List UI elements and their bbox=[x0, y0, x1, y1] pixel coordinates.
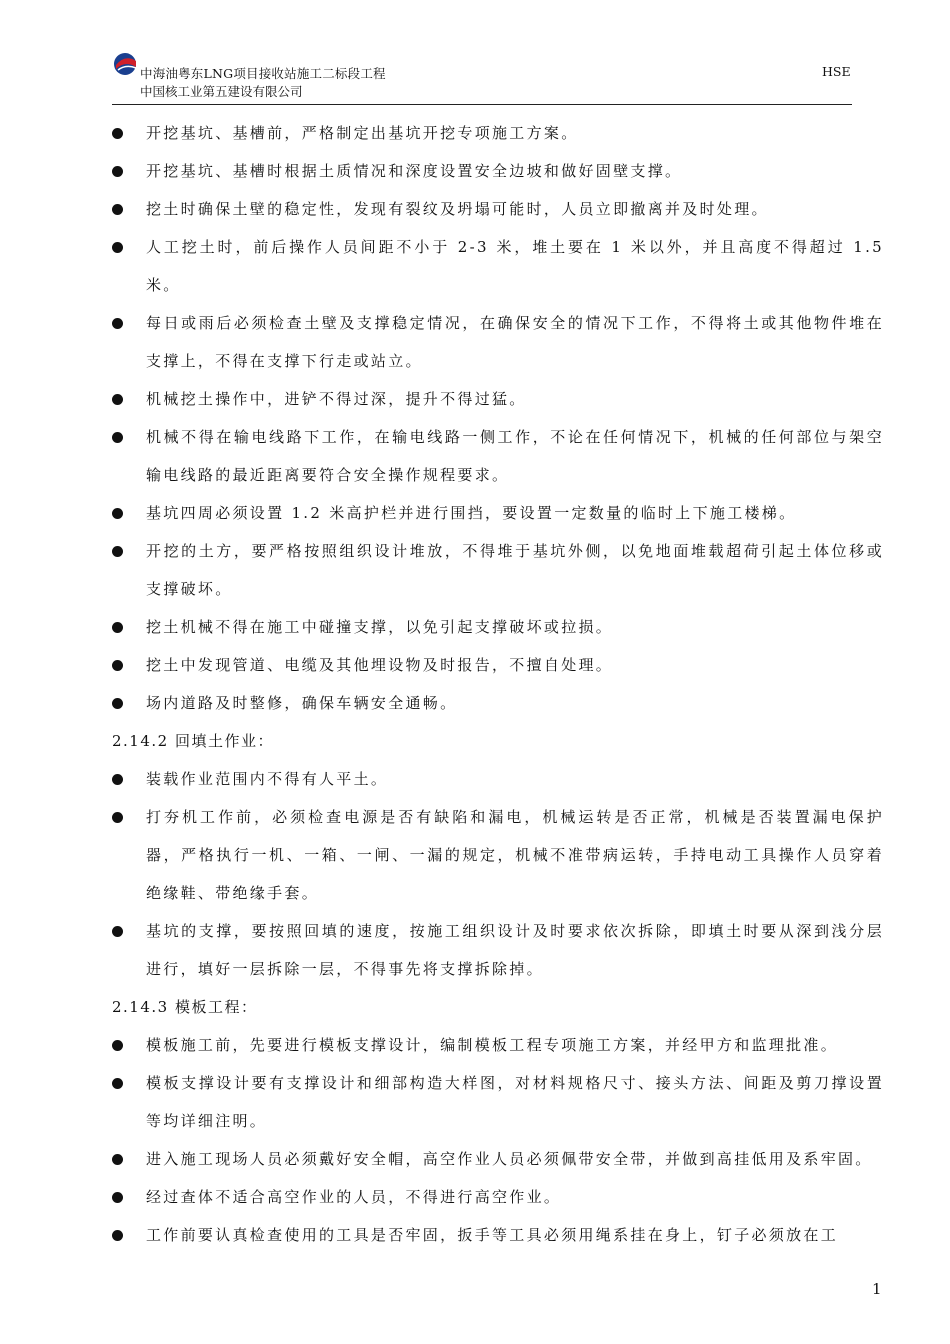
section-heading: 2.14.2 回填土作业： bbox=[112, 732, 274, 750]
bullet-text: 人工挖土时，前后操作人员间距不小于 2-3 米，堆土要在 1 米以外，并且高度不得超过 1.5 米。 bbox=[146, 238, 884, 294]
bullet-item bbox=[112, 228, 884, 304]
bullet-item bbox=[112, 190, 884, 228]
bullet-item bbox=[112, 1216, 884, 1254]
header-company-name: 中国核工业第五建设有限公司 bbox=[140, 84, 303, 99]
bullet-item bbox=[112, 304, 884, 380]
bullet-icon bbox=[112, 698, 123, 709]
bullet-icon bbox=[112, 546, 123, 557]
bullet-icon bbox=[112, 622, 123, 633]
bullet-text: 挖土中发现管道、电缆及其他埋设物及时报告，不擅自处理。 bbox=[146, 656, 614, 674]
bullet-icon bbox=[112, 508, 123, 519]
bullet-text: 模板支撑设计要有支撑设计和细部构造大样图，对材料规格尺寸、接头方法、间距及剪刀撑设置等均详细注明。 bbox=[146, 1074, 884, 1130]
bullet-text: 工作前要认真检查使用的工具是否牢固，扳手等工具必须用绳系挂在身上，钉子必须放在工 bbox=[146, 1226, 839, 1244]
bullet-icon bbox=[112, 660, 123, 671]
bullet-icon bbox=[112, 926, 123, 937]
bullet-text: 装载作业范围内不得有人平土。 bbox=[146, 770, 389, 788]
bullet-item bbox=[112, 1178, 884, 1216]
page-number: 1 bbox=[872, 1280, 882, 1298]
bullet-text: 开挖基坑、基槽时根据土质情况和深度设置安全边坡和做好固壁支撑。 bbox=[146, 162, 683, 180]
cnooc-logo-icon bbox=[112, 52, 142, 76]
bullet-icon bbox=[112, 1154, 123, 1165]
bullet-item bbox=[112, 418, 884, 494]
bullet-icon bbox=[112, 1078, 123, 1089]
bullet-item bbox=[112, 1026, 884, 1064]
bullet-text: 打夯机工作前，必须检查电源是否有缺陷和漏电，机械运转是否正常，机械是否装置漏电保护器，严格执行一机、一箱、一闸、一漏的规定，机械不准带病运转，手持电动工具操作人员穿着绝缘鞋、带绝缘手套。 bbox=[146, 808, 884, 902]
bullet-item bbox=[112, 494, 884, 532]
bullet-text: 开挖的土方，要严格按照组织设计堆放，不得堆于基坑外侧，以免地面堆载超荷引起土体位移或支撑破坏。 bbox=[146, 542, 884, 598]
bullet-item bbox=[112, 760, 884, 798]
bullet-text: 开挖基坑、基槽前，严格制定出基坑开挖专项施工方案。 bbox=[146, 124, 579, 142]
bullet-item bbox=[112, 608, 884, 646]
bullet-text: 机械挖土操作中，进铲不得过深，提升不得过猛。 bbox=[146, 390, 527, 408]
bullet-text: 挖土机械不得在施工中碰撞支撑，以免引起支撑破坏或拉损。 bbox=[146, 618, 614, 636]
section-heading: 2.14.3 模板工程： bbox=[112, 998, 258, 1016]
bullet-icon bbox=[112, 1192, 123, 1203]
bullet-item bbox=[112, 798, 884, 912]
bullet-text: 经过查体不适合高空作业的人员，不得进行高空作业。 bbox=[146, 1188, 562, 1206]
page-header bbox=[112, 52, 852, 105]
bullet-icon bbox=[112, 432, 123, 443]
bullet-icon bbox=[112, 1230, 123, 1241]
bullet-icon bbox=[112, 128, 123, 139]
bullet-text: 每日或雨后必须检查土壁及支撑稳定情况，在确保安全的情况下工作，不得将土或其他物件堆在支撑上，不得在支撑下行走或站立。 bbox=[146, 314, 884, 370]
bullet-item bbox=[112, 1140, 884, 1178]
bullet-text: 基坑四周必须设置 1.2 米高护栏并进行围挡，要设置一定数量的临时上下施工楼梯。 bbox=[146, 504, 797, 522]
bullet-icon bbox=[112, 166, 123, 177]
bullet-text: 机械不得在输电线路下工作，在输电线路一侧工作，不论在任何情况下，机械的任何部位与架空输电线路的最近距离要符合安全操作规程要求。 bbox=[146, 428, 884, 484]
header-hse-tag: HSE bbox=[822, 64, 851, 79]
bullet-icon bbox=[112, 394, 123, 405]
bullet-item bbox=[112, 912, 884, 988]
bullet-item bbox=[112, 114, 884, 152]
bullet-icon bbox=[112, 774, 123, 785]
bullet-item bbox=[112, 380, 884, 418]
document-body bbox=[112, 114, 884, 1254]
bullet-item bbox=[112, 532, 884, 608]
bullet-icon bbox=[112, 812, 123, 823]
bullet-icon bbox=[112, 242, 123, 253]
header-project-title: 中海油粤东LNG项目接收站施工二标段工程 bbox=[140, 66, 386, 81]
bullet-item bbox=[112, 646, 884, 684]
bullet-text: 模板施工前，先要进行模板支撑设计，编制模板工程专项施工方案，并经甲方和监理批准。 bbox=[146, 1036, 839, 1054]
bullet-text: 基坑的支撑，要按照回填的速度，按施工组织设计及时要求依次拆除，即填土时要从深到浅分层进行，填好一层拆除一层，不得事先将支撑拆除掉。 bbox=[146, 922, 884, 978]
bullet-icon bbox=[112, 1040, 123, 1051]
bullet-text: 挖土时确保土壁的稳定性，发现有裂纹及坍塌可能时，人员立即撤离并及时处理。 bbox=[146, 200, 769, 218]
bullet-icon bbox=[112, 204, 123, 215]
bullet-item bbox=[112, 1064, 884, 1140]
bullet-text: 场内道路及时整修，确保车辆安全通畅。 bbox=[146, 694, 458, 712]
bullet-text: 进入施工现场人员必须戴好安全帽，高空作业人员必须佩带安全带，并做到高挂低用及系牢固。 bbox=[146, 1150, 873, 1168]
bullet-item bbox=[112, 684, 884, 722]
bullet-item bbox=[112, 152, 884, 190]
bullet-icon bbox=[112, 318, 123, 329]
